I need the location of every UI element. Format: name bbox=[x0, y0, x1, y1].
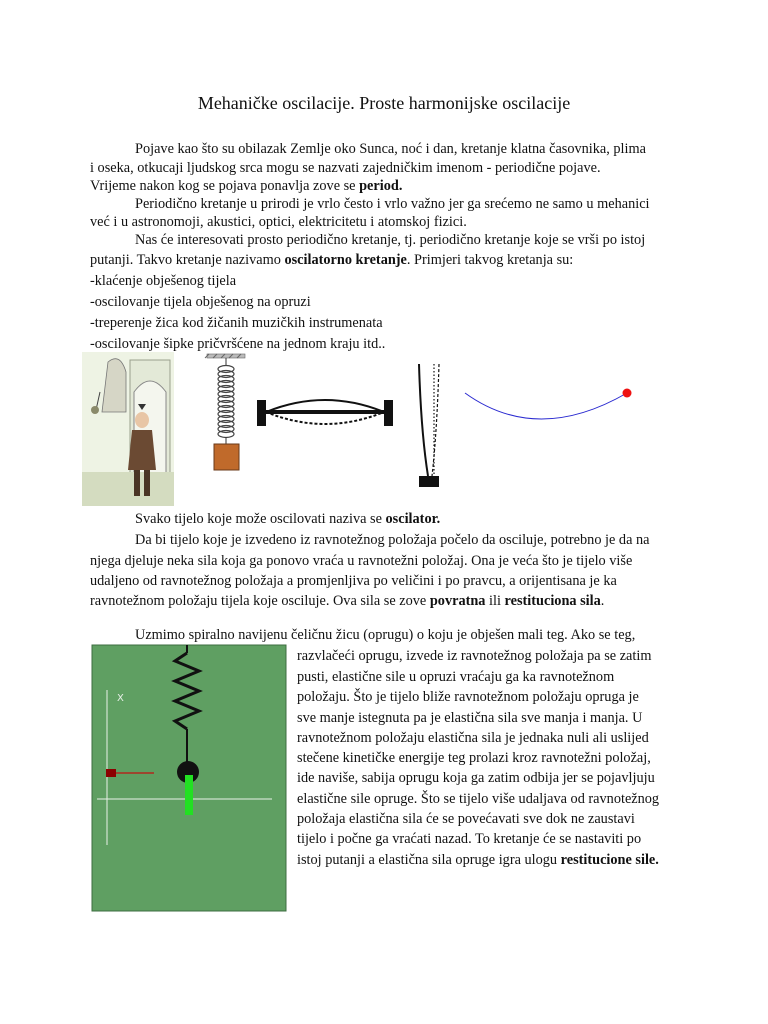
restoring-line-2: njega djeluje neka sila koja ga ponovo vraća u ravnotežni položaj. Ona je veća što je tijelo više bbox=[90, 553, 633, 569]
example-item: -klaćenje obješenog tijela bbox=[90, 273, 237, 289]
axis-label-x: X bbox=[117, 693, 124, 704]
page-title: Mehaničke oscilacije. Proste harmonijske oscilacije bbox=[197, 93, 571, 113]
pendulum-clock-illustration bbox=[82, 352, 174, 506]
example-item: -oscilovanje šipke pričvršćene na jednom kraju itd.. bbox=[90, 336, 386, 352]
spring-line-1: Uzmimo spiralno navijenu čeličnu žicu (oprugu) o koju je obješen mali teg. Ako se teg, bbox=[135, 627, 636, 643]
example-item: -treperenje žica kod žičanih muzičkih instrumenata bbox=[90, 315, 383, 331]
oscillator-line: Svako tijelo koje može oscilovati naziva se oscilator. bbox=[135, 511, 441, 527]
focus-line-2: putanji. Takvo kretanje nazivamo oscilatorno kretanje. Primjeri takvog kretanja su: bbox=[90, 252, 574, 268]
pendulum-arc-illustration bbox=[462, 383, 634, 425]
example-item: -oscilovanje tijela obješenog na opruzi bbox=[90, 294, 311, 310]
restoring-line-4: ravnotežnom položaju tijela koje osciluje. Ova sila se zove povratna ili restituciona sila. bbox=[90, 593, 605, 609]
spring-text-line: istoj putanji a elastična sila opruge igra ulogu restitucione sile. bbox=[297, 852, 659, 868]
intro-line-2: i oseka, otkucaji ljudskog srca mogu se nazvati zajedničkim imenom - periodične pojave. bbox=[90, 160, 601, 176]
importance-line-1: Periodično kretanje u prirodi je vrlo često i vrlo važno jer ga srećemo ne samo u mehanici bbox=[135, 196, 650, 212]
spring-text-line: tijelo i počne ga vraćati nazad. To kretanje će se nastaviti po bbox=[297, 831, 642, 847]
restoring-line-3: udaljeno od ravnotežnog položaja a promjenljiva po veličini i po pravcu, a orijentisana je ka bbox=[90, 573, 617, 589]
spring-text-line: položaja elastična sila će se povećavati sve dok ne zaustavi bbox=[297, 811, 635, 827]
spring-text-line: razvlačeći oprugu, izvede iz ravnotežnog položaja pa se zatim bbox=[297, 648, 652, 664]
oscillating-rod-illustration bbox=[413, 362, 447, 490]
vibrating-string-illustration bbox=[256, 390, 394, 438]
spring-text-line: ide naviše, sabija oprugu koja ga zatim odbija jer se pojavljuju bbox=[297, 770, 655, 786]
importance-line-2: već i u astronomoji, akustici, optici, elektricitetu i atomskoj fizici. bbox=[90, 214, 467, 230]
spring-simulation-diagram bbox=[92, 645, 286, 911]
spring-text-line: položaju. Što je tijelo bliže ravnotežnom položaju opruga je bbox=[297, 689, 639, 705]
spring-text-line: pusti, elastične sile u opruzi vraćaju ga ka ravnotežnom bbox=[297, 669, 615, 685]
restoring-line-1: Da bi tijelo koje je izvedeno iz ravnotežnog položaja počelo da osciluje, potrebno je da na bbox=[135, 532, 650, 548]
spring-text-line: stečene kinetičke energije teg prolazi kroz ravnotežni položaj, bbox=[297, 750, 651, 766]
intro-line-3: Vrijeme nakon kog se pojava ponavlja zove se period. bbox=[90, 178, 403, 194]
spring-text-line: sve manje istegnuta pa je elastična sila sve manja i manja. U bbox=[297, 710, 643, 726]
spring-mass-illustration bbox=[205, 354, 247, 472]
spring-text-line: ravnotežnom položaju elastična sila je jednaka nuli ali uslijed bbox=[297, 730, 649, 746]
focus-line-1: Nas će interesovati prosto periodično kretanje, tj. periodično kretanje koje se vrši po istoj bbox=[135, 232, 646, 248]
spring-text-line: elastične sile opruge. Što se tijelo više udaljava od ravnotežnog bbox=[297, 791, 660, 807]
intro-line-1: Pojave kao što su obilazak Zemlje oko Sunca, noć i dan, kretanje klatna časovnika, plima bbox=[135, 141, 646, 157]
